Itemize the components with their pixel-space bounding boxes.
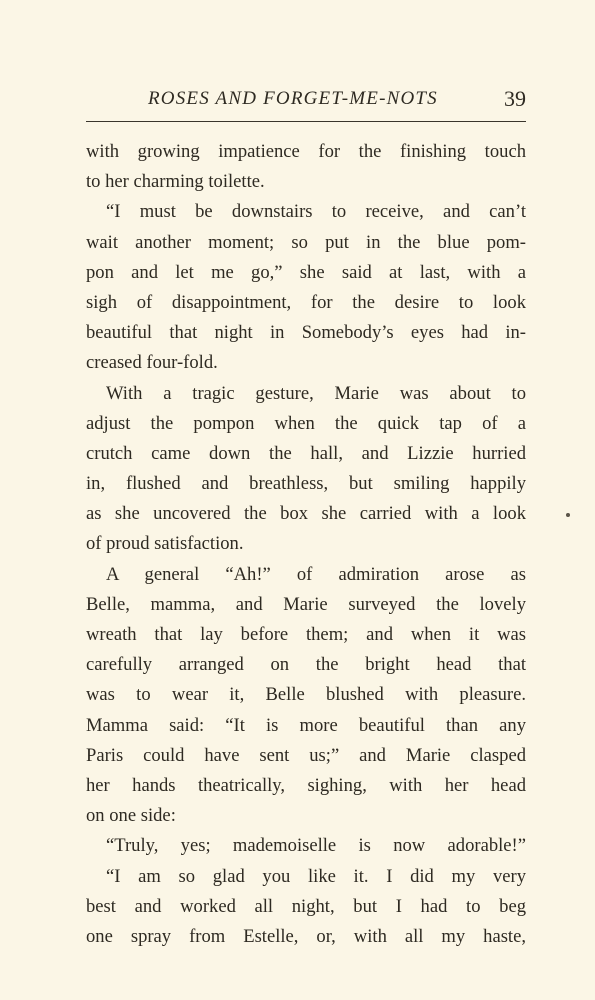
text-line: of proud satisfaction. <box>86 533 244 555</box>
ink-speck <box>566 513 570 517</box>
text-line: with growing impatience for the finishing touch <box>86 141 526 162</box>
text-line: one spray from Estelle, or, with all my haste, <box>86 925 526 947</box>
running-head <box>86 83 526 115</box>
text-line: “Truly, yes; mademoiselle is now adorable!” <box>106 835 526 857</box>
text-line: in, flushed and breathless, but smiling happily <box>86 473 526 495</box>
text-line: A general “Ah!” of admiration arose as <box>106 563 526 585</box>
text-line: beautiful that night in Somebody’s eyes had in- <box>86 322 526 344</box>
text-line: was to wear it, Belle blushed with pleasure. <box>86 684 526 706</box>
text-line: as she uncovered the box she carried with a look <box>86 503 526 525</box>
page-number: 39 <box>504 86 526 111</box>
text-line: Mamma said: “It is more beautiful than any <box>86 714 526 736</box>
text-line: on one side: <box>86 805 176 827</box>
text-line: Belle, mamma, and Marie surveyed the lovely <box>86 593 526 615</box>
text-line: to her charming toilette. <box>86 171 265 193</box>
body-text <box>86 137 526 952</box>
text-line: adjust the pompon when the quick tap of a <box>86 412 526 434</box>
text-line: “I am so glad you like it. I did my very <box>106 865 526 887</box>
text-line: “I must be downstairs to receive, and can’t <box>106 201 526 223</box>
text-line: wreath that lay before them; and when it was <box>86 624 526 645</box>
text-line: Paris could have sent us;” and Marie clasped <box>86 744 526 766</box>
text-line: With a tragic gesture, Marie was about to <box>106 382 526 404</box>
text-line: carefully arranged on the bright head that <box>86 654 526 676</box>
text-line: creased four-fold. <box>86 352 218 374</box>
text-line: sigh of disappointment, for the desire to look <box>86 291 526 313</box>
running-title: ROSES AND FORGET-ME-NOTS <box>148 88 438 109</box>
header-rule <box>86 121 526 122</box>
text-line: her hands theatrically, sighing, with her head <box>86 774 526 796</box>
text-line: best and worked all night, but I had to beg <box>86 895 526 917</box>
text-line: pon and let me go,” she said at last, with a <box>86 261 526 283</box>
text-line: crutch came down the hall, and Lizzie hurried <box>86 442 526 464</box>
text-line: wait another moment; so put in the blue pom- <box>86 231 526 253</box>
